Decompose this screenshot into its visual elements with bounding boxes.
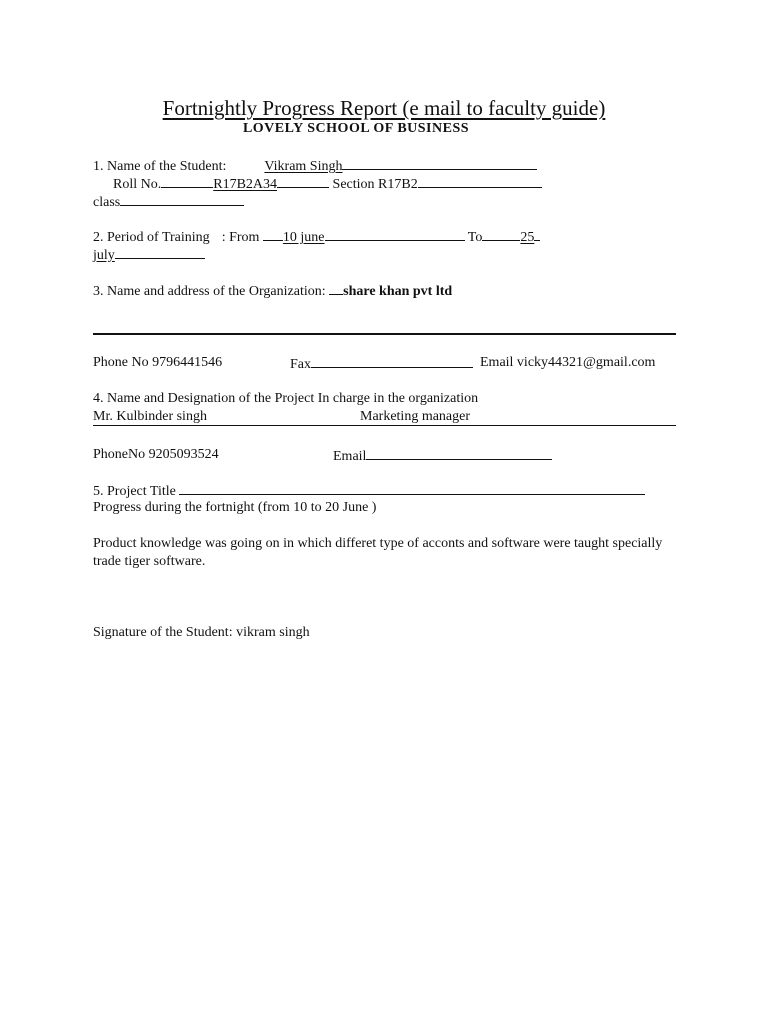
- training-row: [93, 227, 540, 247]
- from-blank-pre: [263, 227, 283, 241]
- project-title-blank: [179, 481, 645, 495]
- incharge-designation: Marketing manager: [360, 409, 471, 424]
- incharge-phone: PhoneNo 9205093524: [93, 447, 219, 462]
- training-row-cont: [93, 245, 205, 265]
- training-to-label: To: [467, 230, 483, 245]
- roll-blank-post: [277, 174, 329, 188]
- roll-blank-pre: [161, 174, 213, 188]
- student-name-value: Vikram Singh: [264, 159, 343, 174]
- roll-label: Roll No.: [113, 177, 162, 192]
- organization-blank: [329, 281, 343, 295]
- progress-label: Progress during the fortnight (from 10 to 20 June ): [93, 500, 377, 515]
- training-from-label: : From: [221, 230, 260, 245]
- roll-row: [113, 174, 542, 194]
- fax-blank: [311, 354, 473, 368]
- incharge-email-blank: [366, 446, 552, 460]
- training-from-value: 10 june: [282, 230, 325, 245]
- organization-phone: Phone No 9796441546: [93, 355, 223, 370]
- to-cont-blank: [115, 245, 205, 259]
- class-blank: [120, 192, 244, 206]
- from-blank-post: [325, 227, 465, 241]
- incharge-name: Mr. Kulbinder singh: [93, 409, 207, 424]
- class-label: class: [93, 195, 121, 210]
- project-title-label: 5. Project Title: [93, 484, 176, 499]
- incharge-underline: [93, 425, 676, 426]
- organization-value: share khan pvt ltd: [343, 284, 453, 299]
- student-name-blank: [342, 156, 537, 170]
- to-blank-pre: [482, 227, 520, 241]
- progress-text: Product knowledge was going on in which differet type of acconts and software were taught specially trade tiger software.: [93, 536, 663, 569]
- organization-row: [93, 281, 452, 301]
- organization-label: 3. Name and address of the Organization:: [93, 284, 326, 299]
- student-name-row: [93, 156, 537, 176]
- project-title-row: [93, 481, 645, 501]
- class-row: [93, 192, 244, 212]
- incharge-email-label: Email: [333, 449, 367, 464]
- student-name-label: 1. Name of the Student:: [93, 159, 227, 174]
- incharge-label: 4. Name and Designation of the Project In charge in the organization: [93, 391, 479, 406]
- to-blank-post: [534, 227, 540, 241]
- fax-row: [290, 354, 473, 374]
- incharge-email-row: [333, 446, 552, 466]
- fax-label: Fax: [290, 357, 311, 372]
- section-blank: [418, 174, 542, 188]
- report-title: Fortnightly Progress Report (e mail to faculty guide): [162, 96, 606, 120]
- school-name: LOVELY SCHOOL OF BUSINESS: [242, 121, 470, 136]
- roll-value: R17B2A34: [213, 177, 278, 192]
- training-to-value-cont: july: [93, 248, 115, 263]
- training-label: 2. Period of Training: [93, 230, 210, 245]
- training-to-value: 25: [520, 230, 535, 245]
- organization-address-line: [93, 333, 676, 335]
- student-signature: Signature of the Student: vikram singh: [93, 625, 310, 640]
- organization-email: Email vicky44321@gmail.com: [480, 355, 656, 370]
- section-label: Section R17B2: [332, 177, 418, 192]
